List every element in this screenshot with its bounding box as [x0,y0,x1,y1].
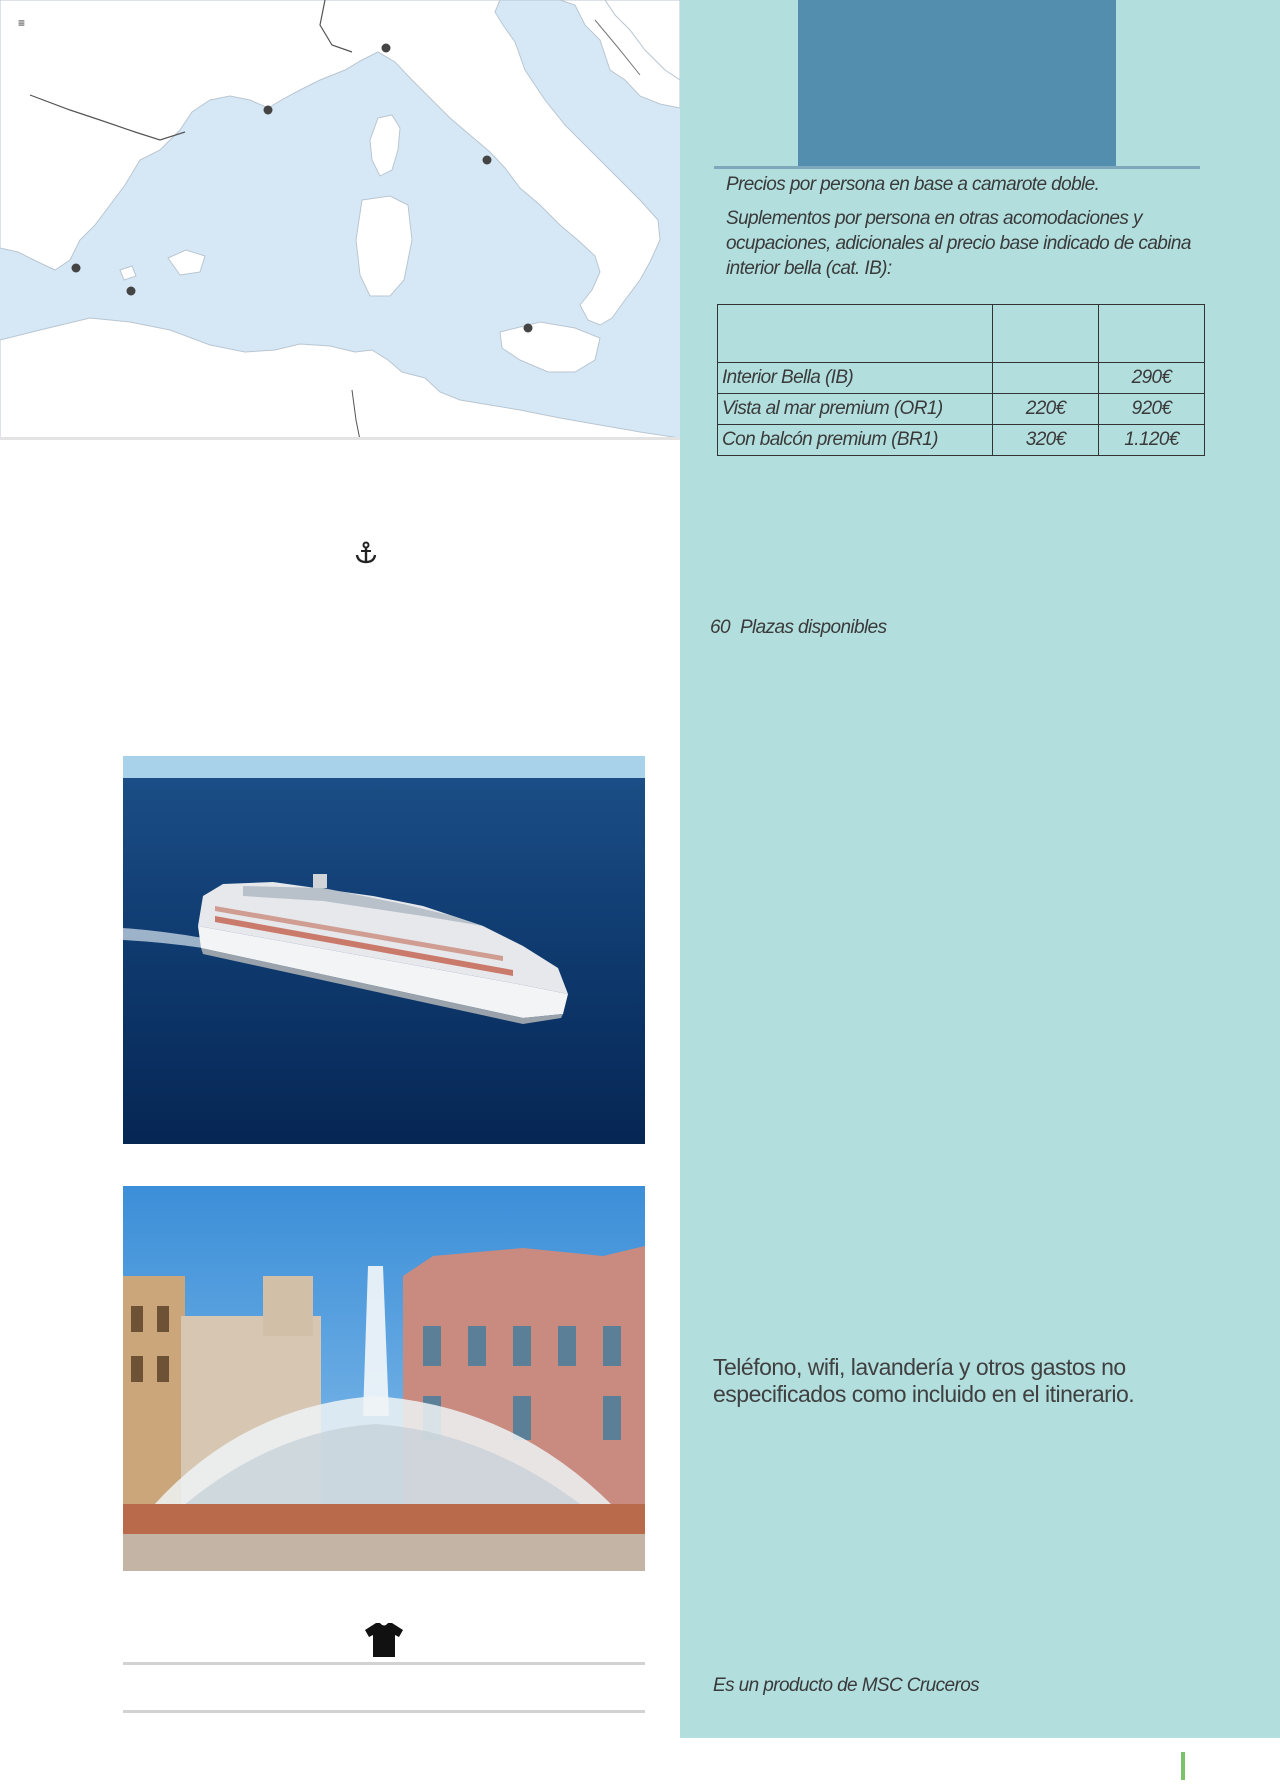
map-port-marker [524,324,533,333]
map-port-marker [483,156,492,165]
price-cell [993,363,1099,394]
prices-note: Precios por persona en base a camarote doble. [726,174,1100,195]
table-header-row [718,305,1205,363]
product-note: Es un producto de MSC Cruceros [713,1675,980,1696]
map-port-marker [382,44,391,53]
map-port-marker [264,106,273,115]
table-header-cell [1099,305,1205,363]
availability [710,617,887,639]
cabin-label: Vista al mar premium (OR1) [718,394,993,425]
price-cell: 290€ [1099,363,1205,394]
divider-line [123,1662,645,1665]
itinerary-map [0,0,680,440]
supplements-table [717,304,1205,456]
page-marker [1181,1752,1185,1780]
menu-icon: ≡ [18,16,26,30]
price-cell: 920€ [1099,394,1205,425]
divider-line [123,1710,645,1713]
supplements-note: Suplementos por persona en otras acomodaciones y ocupaciones, adicionales al precio base indicado de cabina interior bella (cat. IB): [726,208,1191,279]
table-row [718,425,1205,456]
cruise-ship-photo [123,756,645,1144]
anchor-icon [354,541,378,565]
table-header-cell [718,305,993,363]
header-rule [714,166,1200,169]
fountain-square-photo [123,1186,645,1571]
availability-label: Plazas disponibles [739,617,887,638]
table-header-cell [993,305,1099,363]
availability-count: 60 [710,617,730,638]
price-cell: 1.120€ [1099,425,1205,456]
price-cell: 320€ [993,425,1099,456]
map-port-marker [72,264,81,273]
table-row [718,394,1205,425]
map-port-marker [127,287,136,296]
price-cell: 220€ [993,394,1099,425]
cabin-label: Con balcón premium (BR1) [718,425,993,456]
table-row [718,363,1205,394]
cabin-label: Interior Bella (IB) [718,363,993,394]
header-box [798,0,1116,168]
map-graphic [0,0,680,440]
tshirt-icon [364,1622,404,1658]
not-included-text: Teléfono, wifi, lavandería y otros gastos no especificados como incluido en el itinerario. [713,1354,1135,1407]
